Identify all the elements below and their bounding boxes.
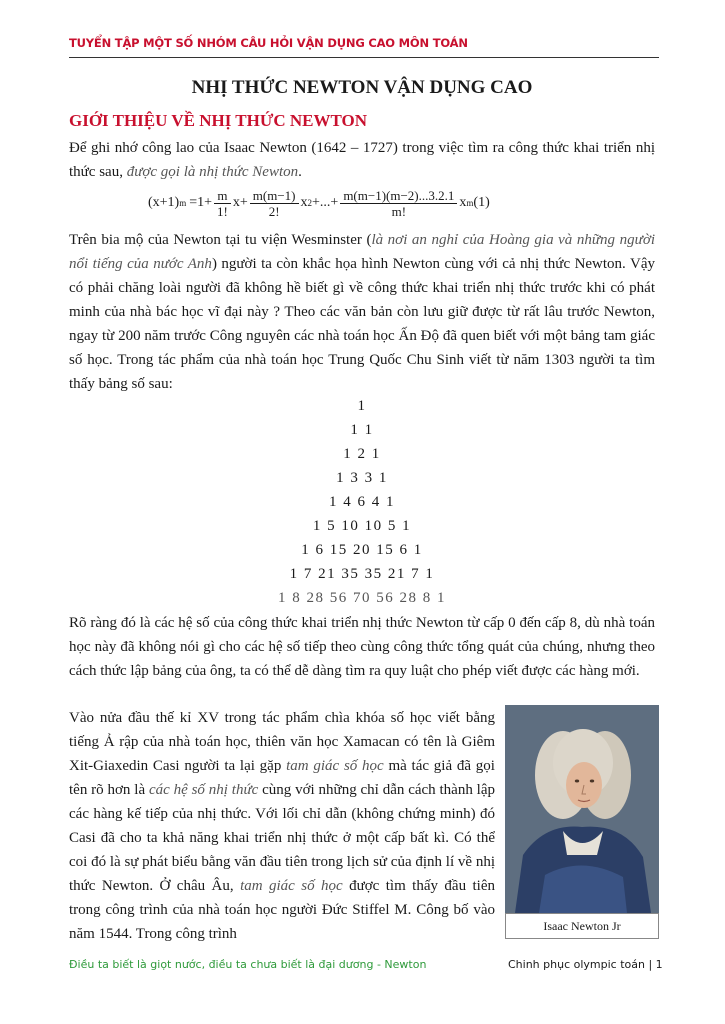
fraction-3: $\frac{m(m-1)(m-2)...3.2.1}{m!}$ bbox=[340, 188, 457, 219]
triangle-row: 1 3 3 1 bbox=[336, 470, 388, 486]
intro-emphasis: được gọi là nhị thức Newton bbox=[126, 164, 299, 180]
document-title: NHỊ THỨC NEWTON VẬN DỤNG CAO bbox=[191, 77, 533, 98]
equation-label: (1) bbox=[473, 195, 490, 210]
triangle-row: 1 5 10 10 5 1 bbox=[312, 518, 412, 534]
figure-caption: Isaac Newton Jr bbox=[505, 913, 659, 939]
footer-quote: Điều ta biết là giọt nước, điều ta chưa biết là đại dương - Newton bbox=[69, 958, 427, 971]
triangle-row: 1 4 6 4 1 bbox=[329, 494, 395, 510]
casi-paragraph: Vào nửa đầu thế kỉ XV trong tác phẩm chìa khóa số học viết bằng tiếng Ả rập của nhà toán học, thiên văn học Xamacan có tên là Giêm Xit-Giaxedin Casi người ta lại gặp tam giác số học mà tác giả đã gọi tên rõ hơn là các hệ số nhị thức cùng với những chỉ dẫn cách thành lập các hàng kế tiếp của nhị thức. Với lối chỉ dẫn (không chứng minh) đó Casi đã cho ta khả năng khai triển nhị thức ở một cấp bất kì. Có thể coi đó là sự phát biểu bằng văn đầu tiên trong lịch sử của định lí về nhị thức Newton. Ở châu Âu, tam giác số học được tìm thấy đầu tiên trong công trình của nhà toán học người Đức Stiffel M. Công bố vào năm 1544. Trong công trình bbox=[69, 710, 495, 942]
history-paragraph: Trên bia mộ của Newton tại tu viện Wesminster (là nơi an nghỉ của Hoàng gia và những người nổi tiếng của nước Anh) người ta còn khắc họa hình Newton cùng với cả nhị thức Newton. Vậy có phải chăng loài người đã không hề biết gì về công thức khai triển nhị thức trước khi có phát minh của nhà bác học vĩ đại này ? Theo các văn bản còn lưu giữ được từ rất lâu trước Newton, ngay từ 200 năm trước Công nguyên các nhà toán học Ấn Độ đã quen biết với một bảng tam giác số học. Trong tác phẩm của nhà toán học Trung Quốc Chu Sinh viết từ năm 1303 người ta tìm thấy bảng số sau: bbox=[69, 232, 655, 392]
page-header: TUYỂN TẬP MỘT SỐ NHÓM CÂU HỎI VẬN DỤNG CAO MÔN TOÁN bbox=[69, 36, 468, 50]
header-divider bbox=[69, 57, 659, 58]
fraction-1: $\frac{m}{1!}$ bbox=[214, 188, 231, 219]
section-heading: GIỚI THIỆU VỀ NHỊ THỨC NEWTON bbox=[69, 111, 368, 130]
coefficient-paragraph: Rõ ràng đó là các hệ số của công thức khai triển nhị thức Newton từ cấp 0 đến cấp 8, dù nhà toán học này đã không nói gì cho các hệ số tiếp theo cùng công thức tổng quát của chúng, nhưng theo cách thức lập bảng của ông, ta có thể dễ dàng tìm ra quy luật cho phép viết được các hàng mới. bbox=[69, 615, 655, 679]
triangle-row: 1 8 28 56 70 56 28 8 1 bbox=[278, 590, 446, 606]
triangle-row: 1 2 1 bbox=[343, 446, 381, 462]
portrait-illustration bbox=[505, 705, 659, 913]
binomial-formula: (x+1) m =1+ $\frac{m}{1!}$ x+ $\frac{m(m-1)}{2!}$ x 2 +...+ $\frac{m(m-1)(m-2)...3.2.1}{m!}$ x m (1) bbox=[148, 187, 490, 219]
newton-portrait bbox=[505, 705, 659, 913]
footer-page-info: Chinh phục olympic toán | 1 bbox=[508, 958, 663, 971]
pascal-triangle bbox=[69, 394, 655, 610]
triangle-row: 1 bbox=[357, 398, 367, 414]
triangle-row: 1 6 15 20 15 6 1 bbox=[301, 542, 423, 558]
triangle-row: 1 7 21 35 35 21 7 1 bbox=[289, 566, 435, 582]
fraction-2: $\frac{m(m-1)}{2!}$ bbox=[250, 188, 299, 219]
history-emphasis: là nơi an nghỉ của Hoàng gia và những người nổi tiếng của nước Anh bbox=[69, 232, 655, 272]
triangle-row: 1 1 bbox=[350, 422, 374, 438]
intro-paragraph: Để ghi nhớ công lao của Isaac Newton (1642 – 1727) trong việc tìm ra công thức khai triển nhị thức sau, được gọi là nhị thức Newton. bbox=[69, 140, 655, 180]
